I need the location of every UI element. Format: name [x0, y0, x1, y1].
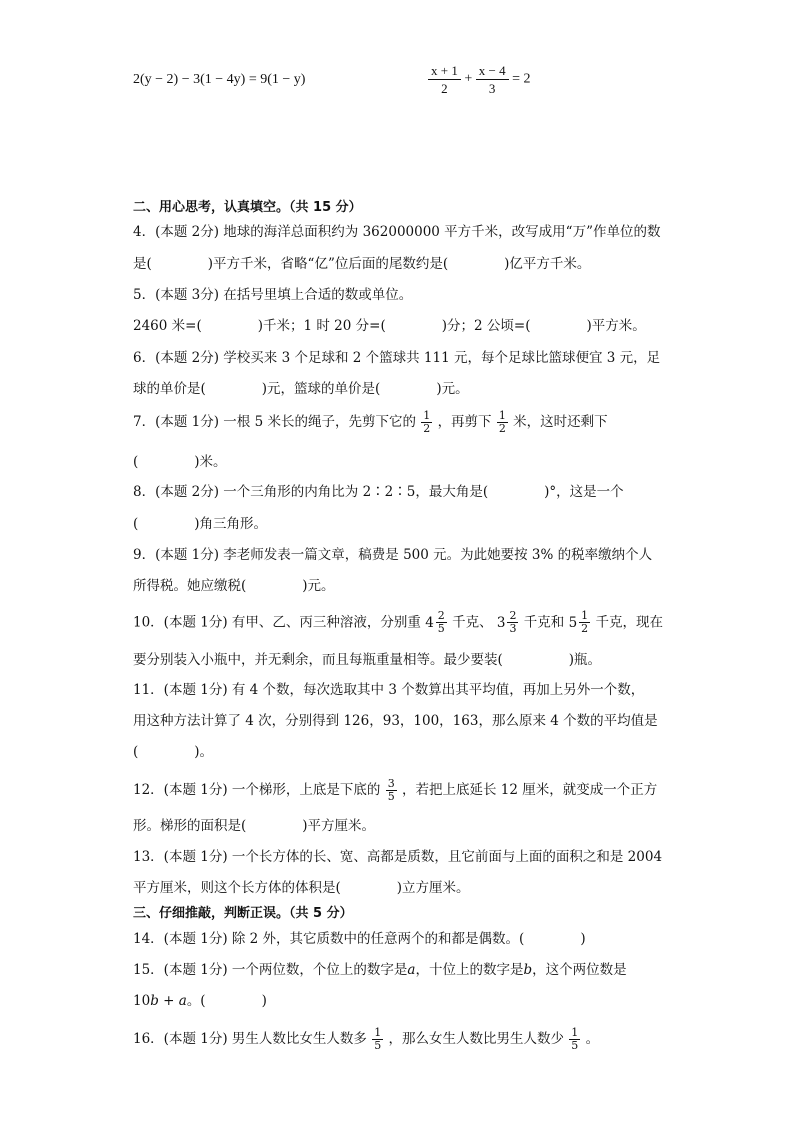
- q6-line-2: 球的单价是( )元，篮球的单价是( )元。: [133, 381, 469, 397]
- eq2-fraction-1: $\frac{x + 1}{2}$: [428, 62, 461, 97]
- fraction: $\frac{1}{5}$: [374, 1026, 382, 1052]
- q6-line-1: 6．(本题 2分) 学校买来 3 个足球和 2 个篮球共 111 元，每个足球比篮球便宜 3 元，足: [133, 350, 661, 366]
- q10-line-2: 要分别装入小瓶中，并无剩余，而且每瓶重量相等。最少要装( )瓶。: [133, 652, 602, 668]
- equation-1: 2(y − 2) − 3(1 − 4y) = 9(1 − y): [133, 72, 306, 87]
- q4-line-1: 4．(本题 2分) 地球的海洋总面积约为 362000000 平方千米，改写成用“万”作单位的数: [133, 224, 661, 240]
- q4-line-2: 是( )平方千米，省略“亿”位后面的尾数约是( )亿平方千米。: [133, 256, 591, 272]
- section-2-title: 二、用心思考，认真填空。（共 15 分）: [133, 200, 362, 215]
- q7-line-1: 7．(本题 1分) 一根 5 米长的绳子，先剪下它的 $\frac{1}{2}$ ，再剪下 $\frac{1}{2}$ 米，这时还剩下: [133, 409, 608, 435]
- eq2-fraction-2: $\frac{x - 4}{3}$: [476, 62, 509, 97]
- equation-2: $\frac{x + 1}{2}$ + $\frac{x - 4}{3}$ = 2: [428, 62, 531, 97]
- q16-line-1: 16．(本题 1分) 男生人数比女生人数多 $\frac{1}{5}$ ，那么女生人数比男生人数少 $\frac{1}{5}$ 。: [133, 1026, 600, 1052]
- fraction: $\frac{1}{2}$: [423, 409, 431, 435]
- q14-line-1: 14．(本题 1分) 除 2 外，其它质数中的任意两个的和都是偶数。( ): [133, 931, 586, 947]
- q11-line-1: 11．(本题 1分) 有 4 个数，每次选取其中 3 个数算出其平均值，再加上另外一个数，: [133, 682, 645, 698]
- section-3-title: 三、仔细推敲，判断正误。（共 5 分）: [133, 906, 353, 921]
- q5-line-1: 5．(本题 3分) 在括号里填上合适的数或单位。: [133, 287, 413, 303]
- q13-line-1: 13．(本题 1分) 一个长方体的长、宽、高都是质数，且它前面与上面的面积之和是 2004: [133, 849, 663, 865]
- q12-line-1: 12．(本题 1分) 一个梯形，上底是下底的 $\frac{3}{5}$ ，若把上底延长 12 厘米，就变成一个正方: [133, 777, 658, 803]
- q13-line-2: 平方厘米，则这个长方体的体积是( )立方厘米。: [133, 880, 470, 896]
- mixed-number: 3 $\frac{2}{3}$: [496, 609, 517, 635]
- q9-line-1: 9．(本题 1分) 李老师发表一篇文章，稿费是 500 元。为此她要按 3% 的税率缴纳个人: [133, 547, 653, 563]
- q15-line-1: 15．(本题 1分) 一个两位数，个位上的数字是a，十位上的数字是b，这个两位数是: [133, 962, 627, 978]
- q10-line-1: 10．(本题 1分) 有甲、乙、丙三种溶液，分别重 4 $\frac{2}{5}$ 千克、 3 $\frac{2}{3}$ 千克和 5 $\frac{1}{2}$ 千克，现在: [133, 609, 663, 635]
- fraction: $\frac{3}{5}$: [387, 777, 395, 803]
- q8-line-2: ( )角三角形。: [133, 516, 268, 532]
- q11-line-2: 用这种方法计算了 4 次，分别得到 126，93，100，163，那么原来 4 个数的平均值是: [133, 713, 658, 729]
- q12-line-2: 形。梯形的面积是( )平方厘米。: [133, 818, 376, 834]
- q15-line-2: 10b + a。( ): [133, 993, 267, 1009]
- q7-line-2: ( )米。: [133, 454, 227, 470]
- mixed-number: 4 $\frac{2}{5}$: [425, 609, 445, 635]
- q11-line-3: ( )。: [133, 744, 214, 760]
- fraction: $\frac{1}{5}$: [571, 1026, 579, 1052]
- fraction: $\frac{1}{2}$: [498, 409, 506, 435]
- q8-line-1: 8．(本题 2分) 一个三角形的内角比为 2∶2∶5，最大角是( )°，这是一个: [133, 484, 624, 500]
- q5-line-2: 2460 米=( )千米；1 时 20 分=( )分；2 公顷=( )平方米。: [133, 318, 646, 334]
- q9-line-2: 所得税。她应缴税( )元。: [133, 578, 335, 594]
- mixed-number: 5 $\frac{1}{2}$: [568, 609, 589, 635]
